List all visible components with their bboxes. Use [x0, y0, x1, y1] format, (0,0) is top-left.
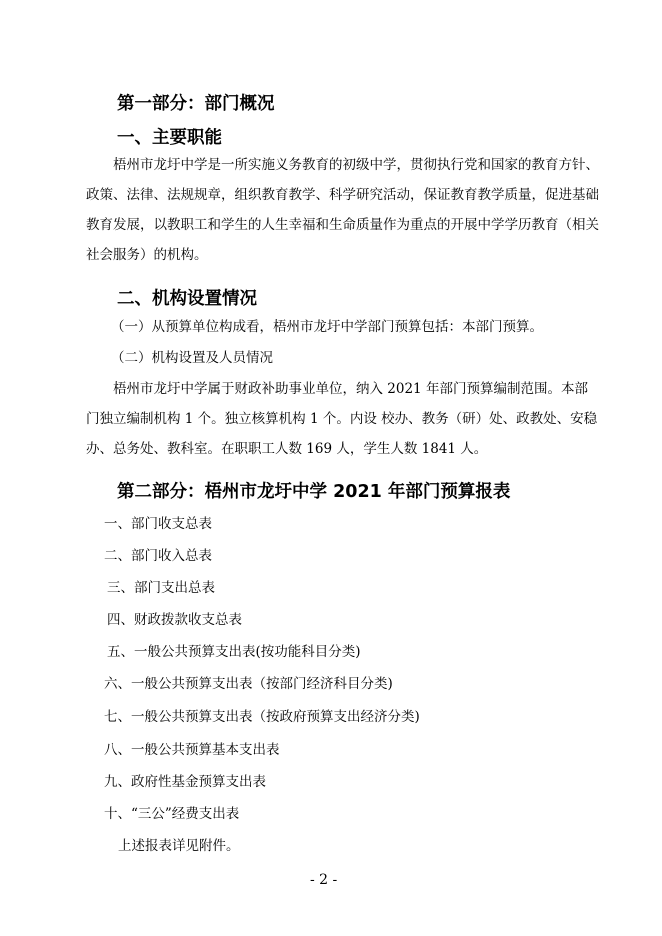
list-item: 九、政府性基金预算支出表: [104, 774, 266, 790]
list-item: 八、一般公共预算基本支出表: [104, 742, 280, 758]
section2-sub2: （二）机构设置及人员情况: [111, 350, 273, 366]
list-item: 三、部门支出总表: [107, 580, 215, 596]
list-item: 十、“三公”经费支出表: [104, 806, 240, 822]
section1-paragraph: 梧州市龙圩中学是一所实施义务教育的初级中学，贯彻执行党和国家的教育方针、政策、法律、法规规章，组织教育教学、科学研究活动，保证教育教学质量，促进基础教育发展，以教职工和学生的人生幸福和生命质量作为重点的开展中学学历教育（相关社会服务）的机构。: [86, 157, 599, 263]
list-item: 一、部门收支总表: [104, 516, 212, 532]
part1-title: 第一部分：部门概况: [117, 94, 275, 114]
list-item: 五、一般公共预算支出表(按功能科目分类): [107, 644, 361, 660]
section2-title: 二、机构设置情况: [117, 289, 257, 309]
section2-sub1: （一）从预算单位构成看，梧州市龙圩中学部门预算包括：本部门预算。: [111, 319, 543, 335]
part2-title: 第二部分：梧州市龙圩中学 2021 年部门预算报表: [117, 482, 511, 502]
list-item: 二、部门收入总表: [104, 548, 212, 564]
section1-title: 一、主要职能: [117, 128, 222, 148]
list-item: 六、一般公共预算支出表（按部门经济科目分类): [104, 676, 393, 692]
list-item: 七、一般公共预算支出表（按政府预算支出经济分类): [104, 709, 420, 725]
page-number: - 2 -: [310, 872, 338, 888]
footer-note: 上述报表详见附件。: [118, 838, 240, 854]
list-item: 四、财政拨款收支总表: [107, 612, 242, 628]
section2-paragraph: 梧州市龙圩中学属于财政补助事业单位，纳入 2021 年部门预算编制范围。本部门独立编制机构 1 个。独立核算机构 1 个。内设 校办、教务（研）处、政教处、安稳办、总务处、教科室。在职职工人数 169 人，学生人数 1841 人。: [86, 381, 598, 457]
